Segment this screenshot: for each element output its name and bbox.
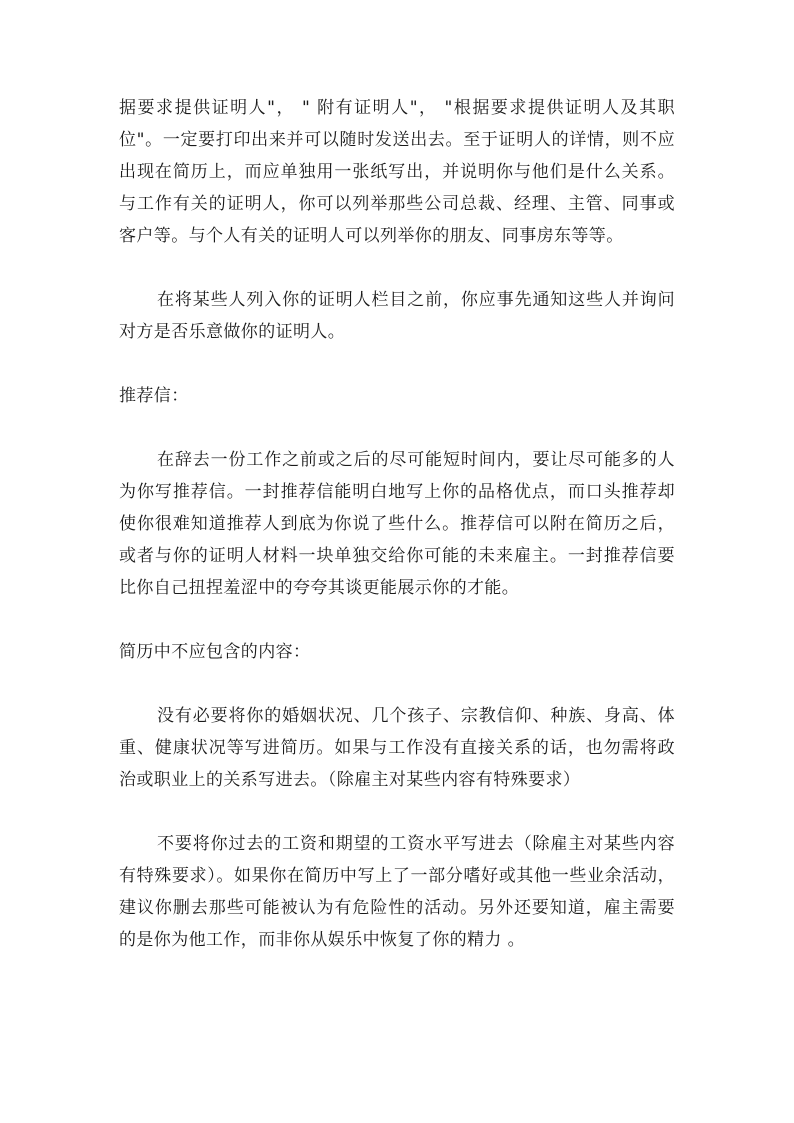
paragraph-personal-info: 没有必要将你的婚姻状况、几个孩子、宗教信仰、种族、身高、体重、健康状况等写进简历。如果与工作没有直接关系的话，也勿需将政治或职业上的关系写进去。（除雇主对某些内容有特殊要求） xyxy=(119,706,675,790)
paragraph-references-details: 据要求提供证明人"， " 附有证明人"， "根据要求提供证明人及其职位"。一定要打印出来并可以随时发送出去。至于证明人的详情，则不应出现在简历上，而应单独用一张纸写出，并说明你与他们是什么关系。与工作有关的证明人，你可以列举那些公司总裁、经理、主管、同事或客户等。与个人有关的证明人可以列举你的朋友、同事房东等等。 xyxy=(119,98,675,246)
paragraph-salary-hobbies: 不要将你过去的工资和期望的工资水平写进去（除雇主对某些内容有特殊要求）。如果你在简历中写上了一部分嗜好或其他一些业余活动，建议你删去那些可能被认为有危险性的活动。另外还要知道，雇主需要的是你为他工作，而非你从娱乐中恢复了你的精力 。 xyxy=(119,834,675,950)
paragraph-notify-references: 在将某些人列入你的证明人栏目之前，你应事先通知这些人并询问对方是否乐意做你的证明人。 xyxy=(119,290,675,342)
heading-excluded-content: 简历中不应包含的内容： xyxy=(119,642,311,662)
document-body xyxy=(119,92,675,988)
paragraph-recommendation-letters: 在辞去一份工作之前或之后的尽可能短时间内，要让尽可能多的人为你写推荐信。一封推荐信能明白地写上你的品格优点，而口头推荐却使你很难知道推荐人到底为你说了些什么。推荐信可以附在简历之后，或者与你的证明人材料一块单独交给你可能的未来雇主。一封推荐信要比你自己扭捏羞涩中的夸夸其谈更能展示你的才能。 xyxy=(119,450,675,598)
heading-recommendation-letters: 推荐信： xyxy=(119,386,189,406)
